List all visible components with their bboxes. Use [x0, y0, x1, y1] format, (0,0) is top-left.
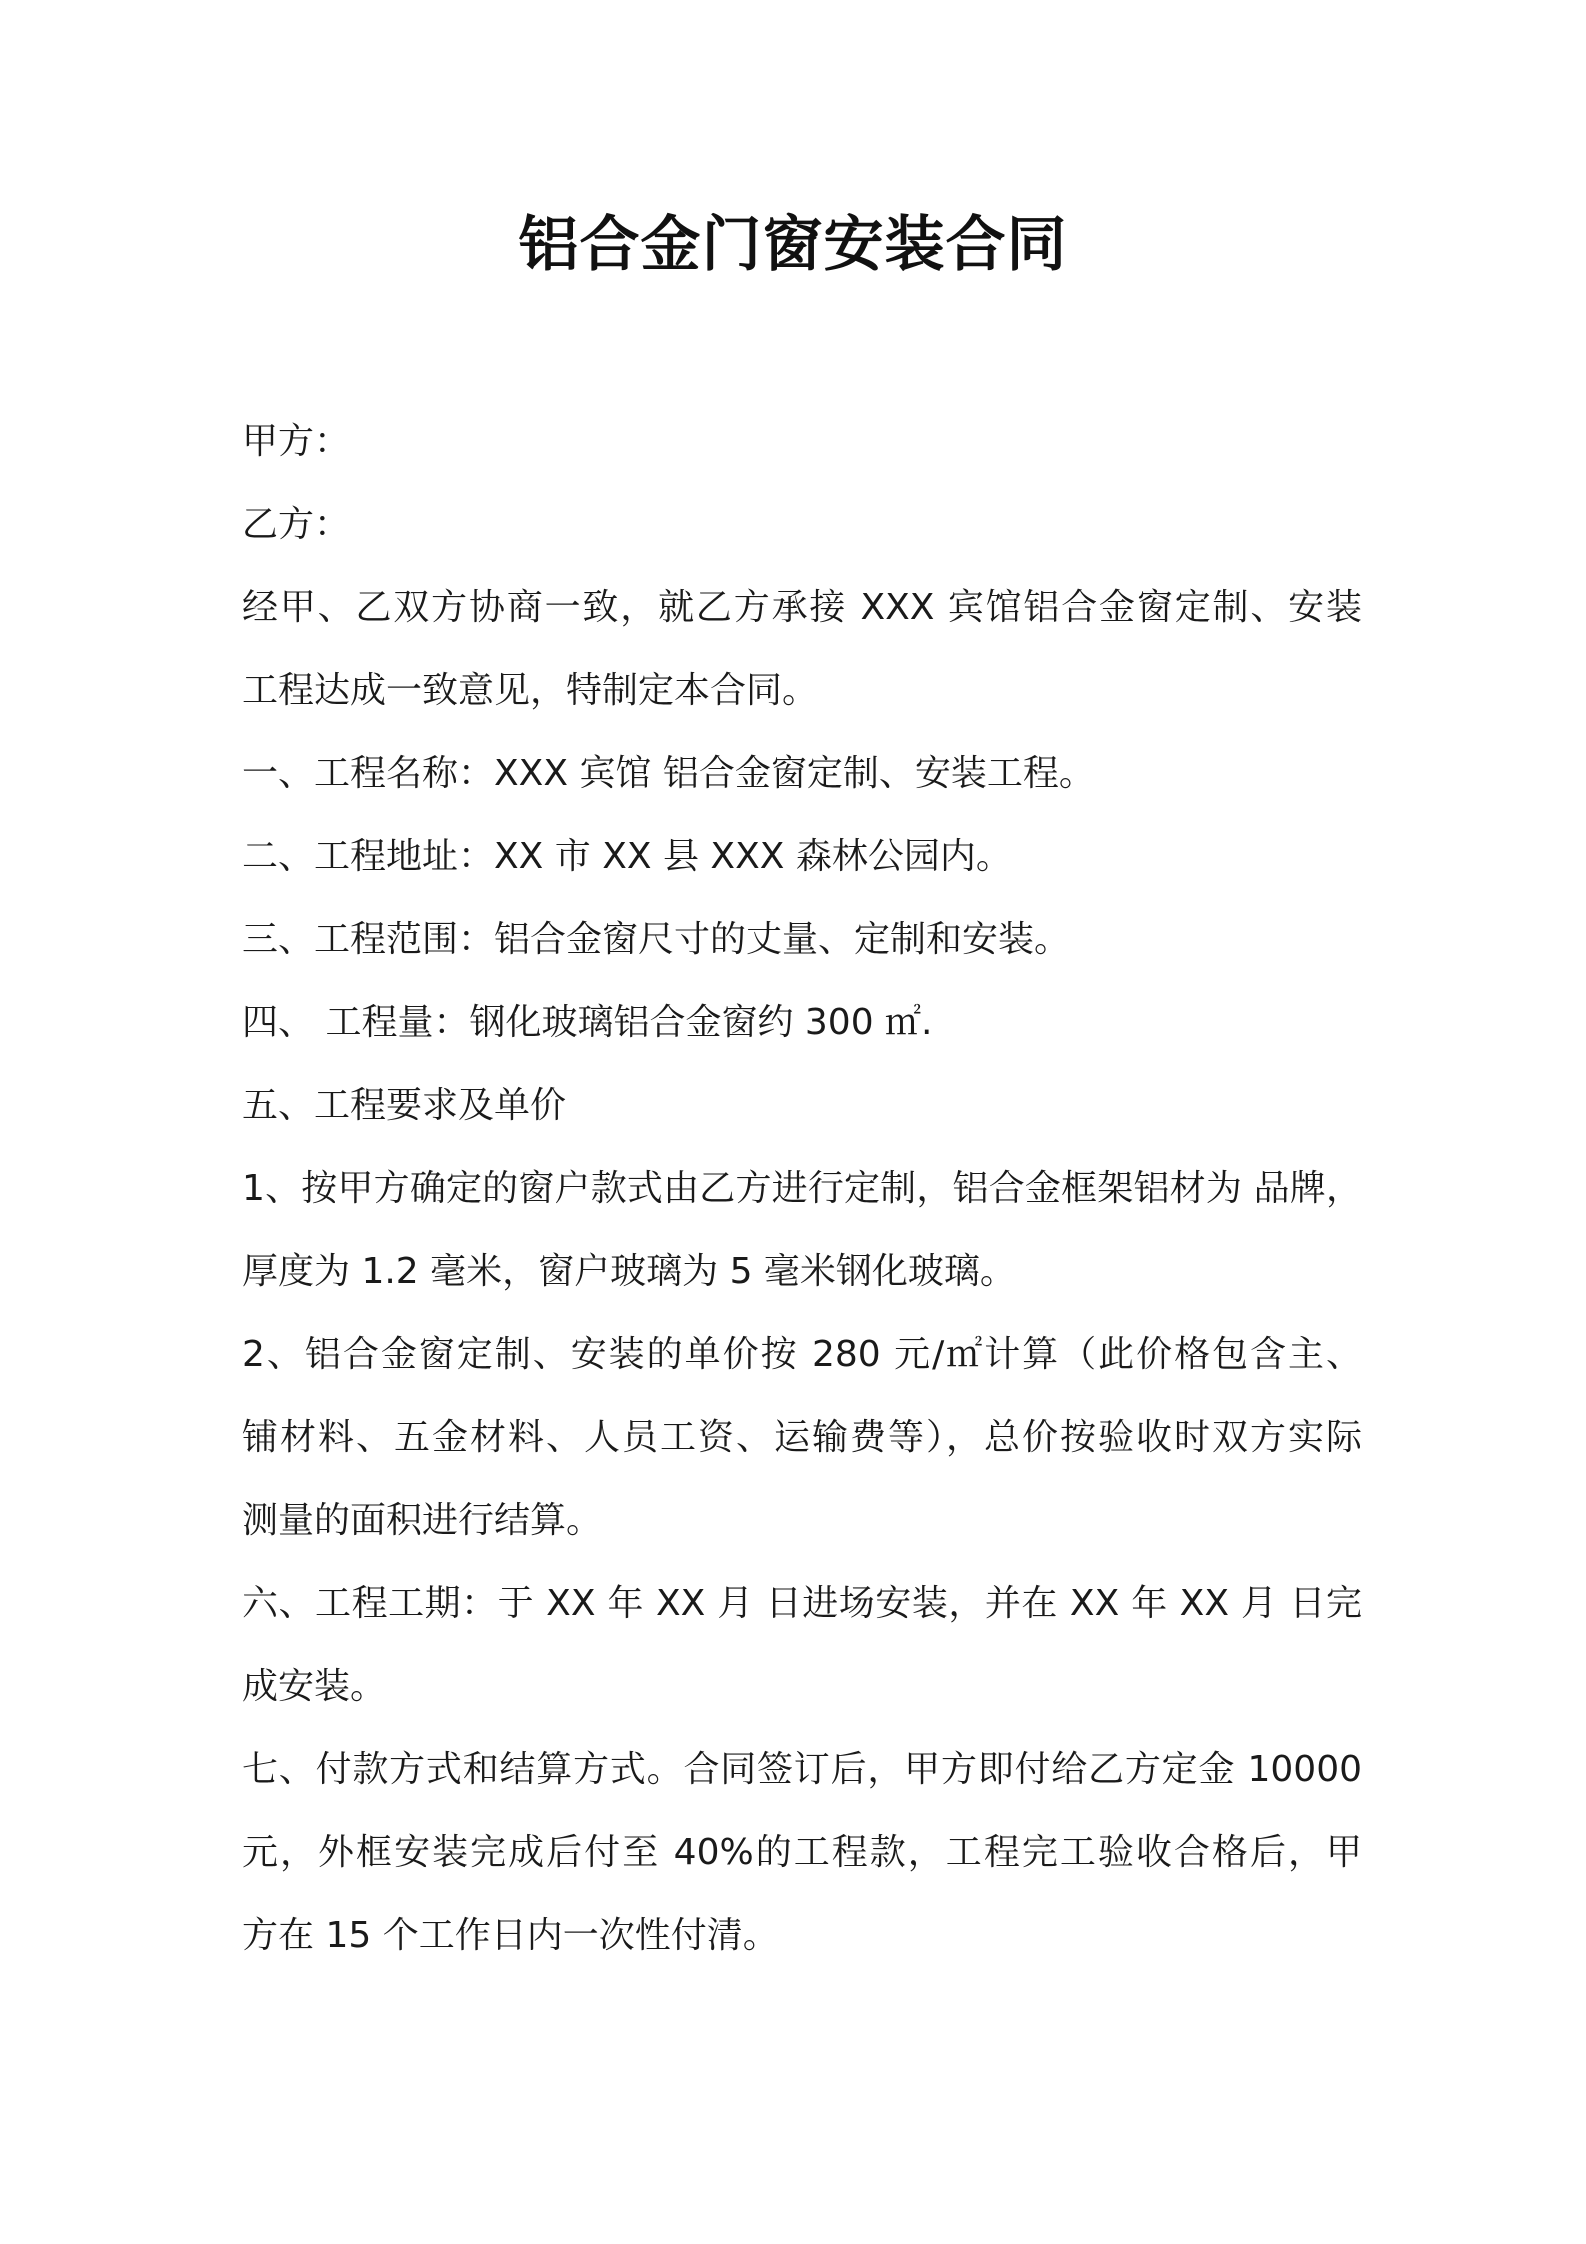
clause-5-item-2-line-1: 2、铝合金窗定制、安装的单价按 280 元/㎡计算（此价格包含主、 [242, 1334, 1362, 1375]
intro-paragraph-line-2: 工程达成一致意见，特制定本合同。 [242, 670, 819, 711]
clause-6-schedule-line-2: 成安装。 [242, 1666, 387, 1707]
document-title: 铝合金门窗安装合同 [518, 210, 1068, 280]
party-a-line: 甲方： [242, 421, 351, 462]
intro-paragraph-line-1: 经甲、乙双方协商一致，就乙方承接 XXX 宾馆铝合金窗定制、安装 [242, 587, 1362, 628]
clause-5-item-1-line-1: 1、按甲方确定的窗户款式由乙方进行定制，铝合金框架铝材为 品牌， [242, 1168, 1362, 1209]
clause-4-project-quantity: 四、 工程量：钢化玻璃铝合金窗约 300 ㎡. [242, 1002, 933, 1043]
contract-body [242, 400, 1362, 1977]
clause-2-project-address: 二、工程地址：XX 市 XX 县 XXX 森林公园内。 [242, 836, 1012, 877]
clause-5-item-2-line-3: 测量的面积进行结算。 [242, 1500, 603, 1541]
clause-5-item-2-line-2: 铺材料、五金材料、人员工资、运输费等），总价按验收时双方实际 [242, 1417, 1362, 1458]
clause-5-heading: 五、工程要求及单价 [242, 1085, 567, 1126]
clause-1-project-name: 一、工程名称：XXX 宾馆 铝合金窗定制、安装工程。 [242, 753, 1095, 794]
clause-7-payment-line-1: 七、付款方式和结算方式。合同签订后，甲方即付给乙方定金 10000 [242, 1749, 1362, 1790]
clause-6-schedule-line-1: 六、工程工期：于 XX 年 XX 月 日进场安装，并在 XX 年 XX 月 日完 [242, 1583, 1362, 1624]
clause-7-payment-line-3: 方在 15 个工作日内一次性付清。 [242, 1915, 779, 1956]
party-b-line: 乙方： [242, 504, 351, 545]
clause-3-project-scope: 三、工程范围：铝合金窗尺寸的丈量、定制和安装。 [242, 919, 1071, 960]
clause-5-item-1-line-2: 厚度为 1.2 毫米，窗户玻璃为 5 毫米钢化玻璃。 [242, 1251, 1016, 1292]
clause-7-payment-line-2: 元，外框安装完成后付至 40%的工程款，工程完工验收合格后，甲 [242, 1832, 1362, 1873]
